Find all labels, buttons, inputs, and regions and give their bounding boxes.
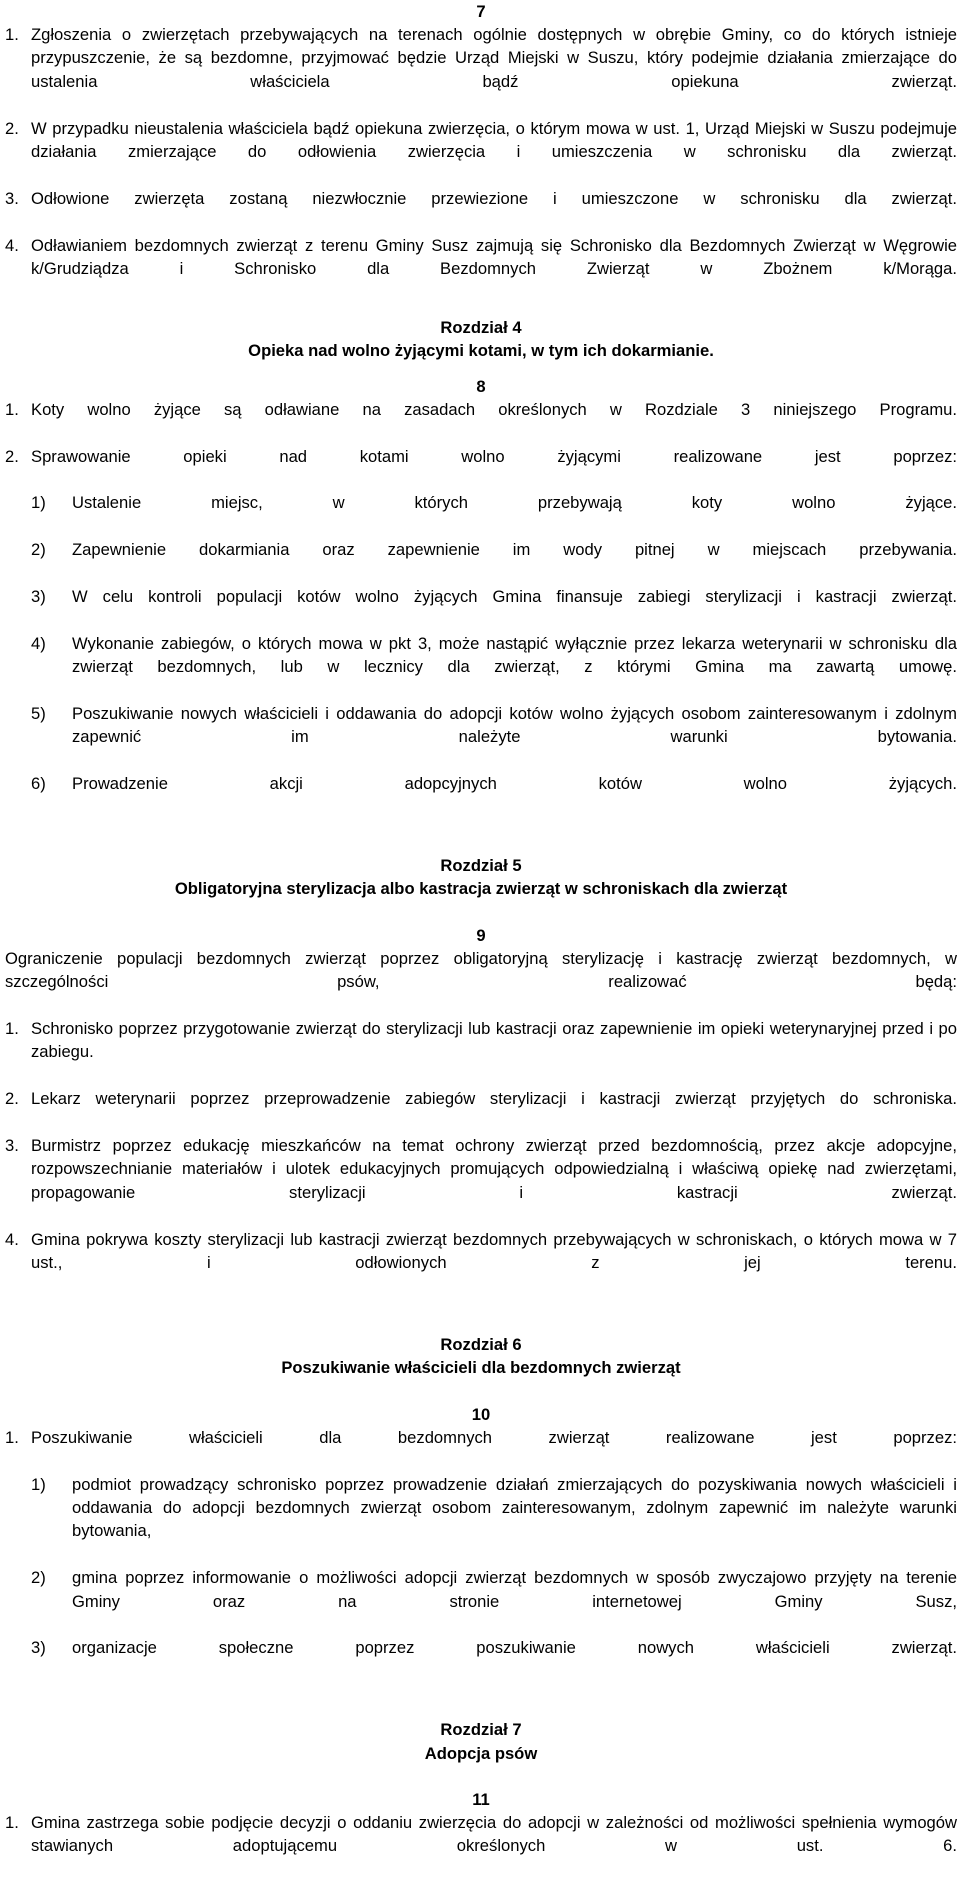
section-10-mark: 10 bbox=[471, 1404, 491, 1424]
list-item bbox=[5, 1811, 957, 1881]
sub-item-number: 4) bbox=[31, 633, 46, 653]
sub-item bbox=[5, 772, 957, 819]
item-number: 2. bbox=[5, 1089, 19, 1109]
sub-item-text: Zapewnienie dokarmiania oraz zapewnienie im wody pitnej w miejscach przebywania. bbox=[72, 540, 957, 560]
section-10-list bbox=[5, 1426, 957, 1683]
item-text: Burmistrz poprzez edukację mieszkańców na temat ochrony zwierząt przed bezdomnością, przez akcje adopcyjne, rozpowszechnianie materiałów i ulotek edukacyjnych promujących odpowiedzialną i właściwą opiekę nad zwierzętami, propagowanie sterylizacji i kastracji zwierząt. bbox=[31, 1136, 957, 1202]
chapter-4-title: Opieka nad wolno żyjącymi kotami, w tym ich dokarmianie. bbox=[248, 341, 714, 361]
item-text: Gmina pokrywa koszty sterylizacji lub kastracji zwierząt bezdomnych przebywających w schroniskach, o których mowa w 7 ust., i odłowionych z jej terenu. bbox=[31, 1229, 957, 1273]
item-text: W przypadku nieustalenia właściciela bądź opiekuna zwierzęcia, o którym mowa w ust. 1, Urząd Miejski w Suszu podejmuje działania zmierzające do odłowienia zwierzęcia i umieszczenia w schronisku dla zwierząt. bbox=[31, 118, 957, 162]
section-9-mark: 9 bbox=[476, 925, 486, 945]
chapter-7-title: Adopcja psów bbox=[424, 1743, 538, 1763]
sub-item-text: Wykonanie zabiegów, o których mowa w pkt 3, może nastąpić wyłącznie przez lekarza weterynarii w schronisku dla zwierząt bezdomnych, lub w lecznicy dla zwierząt, z którymi Gmina ma zawartą umowę. bbox=[72, 633, 957, 677]
chapter-6-title: Poszukiwanie właścicieli dla bezdomnych zwierząt bbox=[281, 1358, 681, 1378]
sub-item-text: podmiot prowadzący schronisko poprzez prowadzenie działań zmierzających do pozyskiwania nowych właścicieli i oddawania do adopcji bezdomnych zwierząt osobom zainteresowanym, zdolnym zapewnić im należyte warunki bytowania, bbox=[72, 1474, 957, 1541]
item-text: Odławianiem bezdomnych zwierząt z terenu Gminy Susz zajmują się Schronisko dla Bezdomnych Zwierząt w Węgrowie k/Grudziądza i Schronisko dla Bezdomnych Zwierząt w Zbożnem k/Morąga. bbox=[31, 235, 957, 279]
item-text: Gmina zastrzega sobie podjęcie decyzji o oddaniu zwierzęcia do adopcji w zależności od możliwości spełnienia wymogów stawianych adoptującemu określonych w ust. 6. bbox=[31, 1813, 957, 1856]
chapter-7-label: Rozdział 7 bbox=[440, 1720, 522, 1740]
list-item bbox=[5, 1017, 957, 1087]
item-text: Poszukiwanie właścicieli dla bezdomnych zwierząt realizowane jest poprzez: bbox=[31, 1427, 957, 1447]
sub-item-number: 3) bbox=[31, 1638, 46, 1658]
sub-item bbox=[5, 632, 957, 702]
sub-item bbox=[5, 1473, 957, 1567]
sub-item-number: 6) bbox=[31, 774, 46, 794]
sub-item bbox=[5, 538, 957, 585]
section-11-mark: 11 bbox=[472, 1790, 490, 1809]
item-text: Zgłoszenia o zwierzętach przebywających na terenach ogólnie dostępnych w obrębie Gminy, co do których istnieje przypuszczenie, że są bezdomne, przyjmować będzie Urząd Miejski w Suszu, który podejmie działania zmierzające do ustalenia właściciela bądź opiekuna zwierząt. bbox=[31, 25, 957, 91]
sub-item-number: 1) bbox=[31, 493, 46, 513]
item-number: 1. bbox=[5, 399, 19, 419]
document-page bbox=[5, 0, 957, 1881]
list-item bbox=[5, 187, 957, 234]
item-number: 4. bbox=[5, 235, 19, 255]
list-item bbox=[5, 1228, 957, 1298]
list-item bbox=[5, 1426, 957, 1473]
list-item bbox=[5, 398, 957, 445]
section-9-list bbox=[5, 1017, 957, 1298]
item-text: Schronisko poprzez przygotowanie zwierząt do sterylizacji lub kastracji oraz zapewnienie im opieki weterynaryjnej przed i po zabiegu. bbox=[31, 1019, 957, 1062]
sub-item-number: 5) bbox=[31, 703, 46, 723]
sub-item-number: 2) bbox=[31, 540, 46, 560]
list-item bbox=[5, 1087, 957, 1134]
list-item bbox=[5, 234, 957, 304]
chapter-5-title: Obligatoryjna sterylizacja albo kastracja zwierząt w schroniskach dla zwierząt bbox=[174, 879, 788, 899]
sub-item-text: gmina poprzez informowanie o możliwości adopcji zwierząt bezdomnych w sposób zwyczajowo przyjęty na terenie Gminy oraz na stronie internetowej Gminy Susz, bbox=[72, 1568, 957, 1611]
list-item bbox=[5, 445, 957, 492]
item-number: 1. bbox=[5, 25, 19, 44]
item-number: 1. bbox=[5, 1813, 19, 1832]
item-number: 2. bbox=[5, 446, 19, 466]
section-7-list bbox=[5, 23, 957, 304]
chapter-4-label: Rozdział 4 bbox=[440, 317, 522, 337]
sub-item bbox=[5, 585, 957, 632]
list-item bbox=[5, 1134, 957, 1228]
item-text: Lekarz weterynarii poprzez przeprowadzenie zabiegów sterylizacji i kastracji zwierząt przyjętych do schroniska. bbox=[31, 1089, 957, 1109]
section-8-list bbox=[5, 398, 957, 819]
item-number: 3. bbox=[5, 188, 19, 208]
sub-item bbox=[5, 702, 957, 772]
section-8-mark: 8 bbox=[476, 376, 486, 396]
item-number: 1. bbox=[5, 1019, 19, 1039]
item-text: Odłowione zwierzęta zostaną niezwłocznie przewiezione i umieszczone w schronisku dla zwierząt. bbox=[31, 188, 957, 208]
sub-item-text: Prowadzenie akcji adopcyjnych kotów wolno żyjących. bbox=[72, 774, 957, 794]
sub-item-text: organizacje społeczne poprzez poszukiwanie nowych właścicieli zwierząt. bbox=[72, 1638, 957, 1658]
item-number: 1. bbox=[5, 1427, 19, 1447]
sub-item-text: Ustalenie miejsc, w których przebywają koty wolno żyjące. bbox=[72, 493, 957, 513]
chapter-5-label: Rozdział 5 bbox=[440, 856, 522, 875]
sub-item-number: 2) bbox=[31, 1568, 46, 1588]
item-text: Sprawowanie opieki nad kotami wolno żyjącymi realizowane jest poprzez: bbox=[31, 446, 957, 466]
list-item bbox=[5, 23, 957, 117]
list-item bbox=[5, 117, 957, 187]
sub-item-text: W celu kontroli populacji kotów wolno żyjących Gmina finansuje zabiegi sterylizacji i kastracji zwierząt. bbox=[72, 586, 957, 606]
sub-item-number: 1) bbox=[31, 1474, 46, 1494]
sub-item-text: Poszukiwanie nowych właścicieli i oddawania do adopcji kotów wolno żyjących osobom zainteresowanym i zdolnym zapewnić im należyte warunki bytowania. bbox=[72, 703, 957, 747]
item-text: Koty wolno żyjące są odławiane na zasadach określonych w Rozdziale 3 niniejszego Programu. bbox=[31, 399, 957, 419]
sub-item-number: 3) bbox=[31, 586, 46, 606]
chapter-6-label: Rozdział 6 bbox=[440, 1334, 522, 1354]
sub-item bbox=[5, 491, 957, 538]
section-11-list bbox=[5, 1811, 957, 1881]
sub-item bbox=[5, 1566, 957, 1636]
section-9-intro: Ograniczenie populacji bezdomnych zwierząt poprzez obligatoryjną sterylizację i kastrację zwierząt bezdomnych, w szczególności psów, realizować będą: bbox=[5, 948, 957, 992]
item-number: 3. bbox=[5, 1136, 19, 1156]
item-number: 2. bbox=[5, 118, 19, 138]
sub-item bbox=[5, 1636, 957, 1683]
section-7-mark: 7 bbox=[476, 2, 486, 21]
item-number: 4. bbox=[5, 1229, 19, 1249]
